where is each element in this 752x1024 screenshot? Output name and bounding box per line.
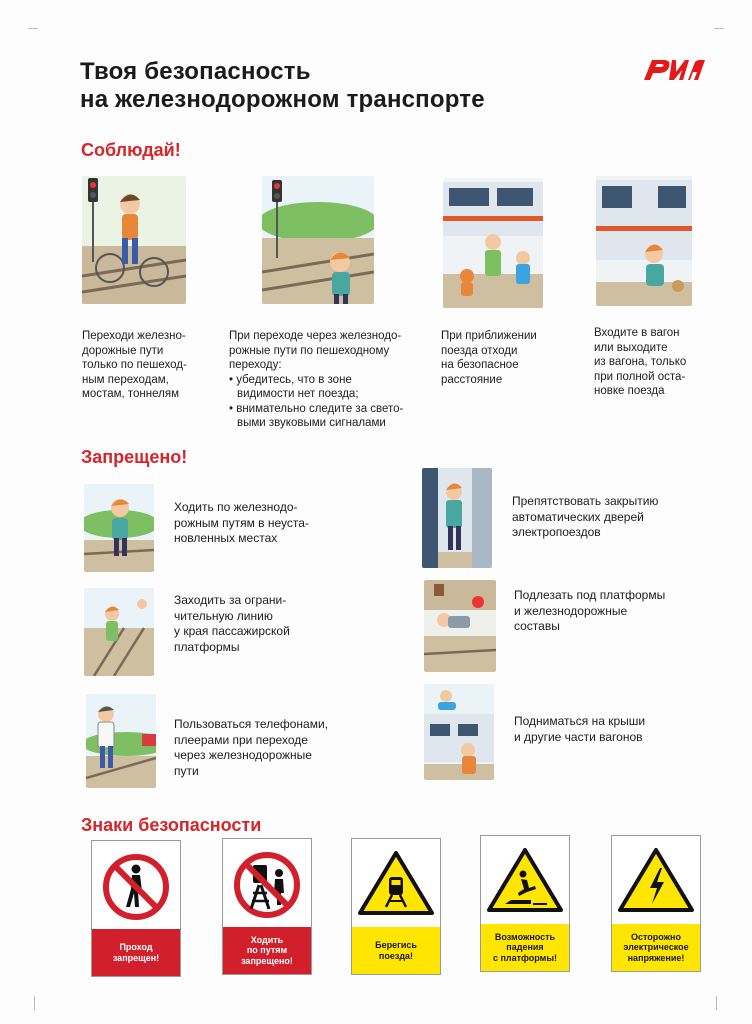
caption-line: • убедитесь, что в зоне xyxy=(229,373,352,386)
illustration-boy-on-train-roof xyxy=(424,684,494,780)
forbidden-line: и железнодорожные xyxy=(514,603,628,618)
sign-label-line: Берегись xyxy=(375,940,417,950)
illustration-boy-walking-tracks xyxy=(84,484,154,572)
sign-label-line: с платформы! xyxy=(492,952,558,963)
illustration-boy-waits-at-car xyxy=(596,176,692,306)
forbidden-line: составы xyxy=(514,619,560,633)
high-voltage-warning-sign-icon xyxy=(612,836,700,924)
forbidden-line: новленных местах xyxy=(174,531,278,545)
sign-label-line: по путям xyxy=(246,945,288,956)
forbidden-text xyxy=(174,717,328,779)
section-heading-signs: Знаки безопасности xyxy=(81,815,262,835)
section-heading-forbidden: Запрещено! xyxy=(81,447,188,467)
rzd-logo xyxy=(638,52,708,86)
caption-line: новке поезда xyxy=(594,385,665,397)
forbidden-line: Заходить за ограни- xyxy=(174,593,287,607)
title-line: на железнодорожном транспорте xyxy=(80,86,485,113)
sign-label-line: запрещен! xyxy=(112,952,160,963)
caption-line: Входите в вагон xyxy=(594,327,680,339)
forbidden-line: автоматических дверей xyxy=(512,509,644,524)
forbidden-line: Подлезать под платформы xyxy=(514,588,666,602)
no-pedestrian-sign-icon xyxy=(92,841,180,929)
sign-label-line: Возможность xyxy=(494,931,556,942)
sign-platform-fall-warning xyxy=(480,835,570,972)
crop-mark xyxy=(34,996,35,1010)
crop-mark xyxy=(716,996,717,1010)
forbidden-line: пути xyxy=(174,763,199,778)
sign-no-pedestrian xyxy=(91,840,181,977)
caption-line: дорожные пути xyxy=(82,344,164,357)
page-title xyxy=(80,58,485,114)
caption-line: Переходи железно- xyxy=(82,330,186,342)
forbidden-line: платформы xyxy=(174,639,240,654)
caption-line: видимости нет поезда; xyxy=(237,388,359,400)
sign-label-line: электрическое xyxy=(623,942,689,953)
forbidden-line: Препятствовать закрытию xyxy=(512,494,659,508)
caption-line: При приближении xyxy=(441,330,537,342)
illustration-boy-holding-doors xyxy=(422,468,492,568)
caption-line: только по пешеход- xyxy=(82,359,187,371)
observe-caption xyxy=(441,329,537,387)
caption-line: мостам, тоннелям xyxy=(82,388,179,400)
crop-mark xyxy=(714,28,724,29)
forbidden-text xyxy=(174,593,290,655)
illustration-boy-under-platform xyxy=(424,580,496,672)
platform-fall-warning-sign-icon xyxy=(481,836,569,924)
forbidden-line: рожным путям в неуста- xyxy=(174,515,309,530)
illustration-boy-with-headphones xyxy=(86,694,156,788)
forbidden-line: Пользоваться телефонами, xyxy=(174,717,329,731)
sign-label-line: падения xyxy=(506,942,544,953)
caption-line: на безопасное xyxy=(441,359,519,371)
forbidden-line: у края пассажирской xyxy=(174,624,290,638)
crop-mark xyxy=(28,28,38,29)
sign-label xyxy=(481,924,569,971)
section-heading-observe: Соблюдай! xyxy=(81,140,181,160)
caption-line: расстояние xyxy=(441,373,503,386)
forbidden-line: через железнодорожные xyxy=(174,748,312,762)
caption-line: При переходе через железнодо- xyxy=(229,330,402,342)
sign-high-voltage-warning xyxy=(611,835,701,972)
caption-line: из вагона, только xyxy=(594,356,687,368)
train-warning-sign-icon xyxy=(352,839,440,927)
forbidden-line: плеерами при переходе xyxy=(174,732,308,747)
caption-line: поезда отходи xyxy=(441,344,518,357)
illustration-boy-at-traffic-light xyxy=(262,176,374,304)
sign-label xyxy=(612,924,700,971)
sign-label-line: Проход xyxy=(119,942,153,952)
sign-label-line: поезда! xyxy=(378,950,414,961)
sign-train-warning xyxy=(351,838,441,975)
observe-caption xyxy=(82,329,187,402)
forbidden-text xyxy=(514,588,665,635)
caption-line: выми звуковыми сигналами xyxy=(237,417,386,429)
illustration-boy-platform-edge xyxy=(84,588,154,676)
caption-line: при полной оста- xyxy=(594,370,686,383)
forbidden-text xyxy=(514,714,645,745)
caption-line: или выходите xyxy=(594,341,668,354)
forbidden-text xyxy=(512,494,658,541)
sign-label-line: Ходить xyxy=(250,934,284,945)
forbidden-line: и другие части вагонов xyxy=(514,729,643,744)
sign-label xyxy=(223,927,311,974)
caption-line: рожные пути по пешеходному xyxy=(229,344,390,357)
sign-label xyxy=(92,929,180,976)
sign-label-line: напряжение! xyxy=(627,952,685,963)
title-line: Твоя безопасность xyxy=(80,58,311,85)
no-walking-on-tracks-sign-icon xyxy=(223,839,311,927)
observe-caption xyxy=(594,326,686,399)
sign-no-walking-tracks xyxy=(222,838,312,975)
sign-label xyxy=(352,927,440,974)
caption-line: • внимательно следите за свето- xyxy=(229,402,404,415)
forbidden-line: Подниматься на крыши xyxy=(514,714,646,728)
forbidden-text xyxy=(174,500,309,547)
observe-caption xyxy=(229,329,403,431)
forbidden-line: Ходить по железнодо- xyxy=(174,500,298,514)
illustration-boy-with-bicycle xyxy=(82,176,186,304)
sign-label-line: Осторожно xyxy=(631,931,681,942)
forbidden-line: электропоездов xyxy=(512,525,601,539)
caption-line: ным переходам, xyxy=(82,373,169,386)
sign-label-line: запрещено! xyxy=(241,955,293,966)
caption-line: переходу: xyxy=(229,359,282,371)
illustration-children-near-train xyxy=(443,178,543,308)
forbidden-line: чительную линию xyxy=(174,608,273,623)
